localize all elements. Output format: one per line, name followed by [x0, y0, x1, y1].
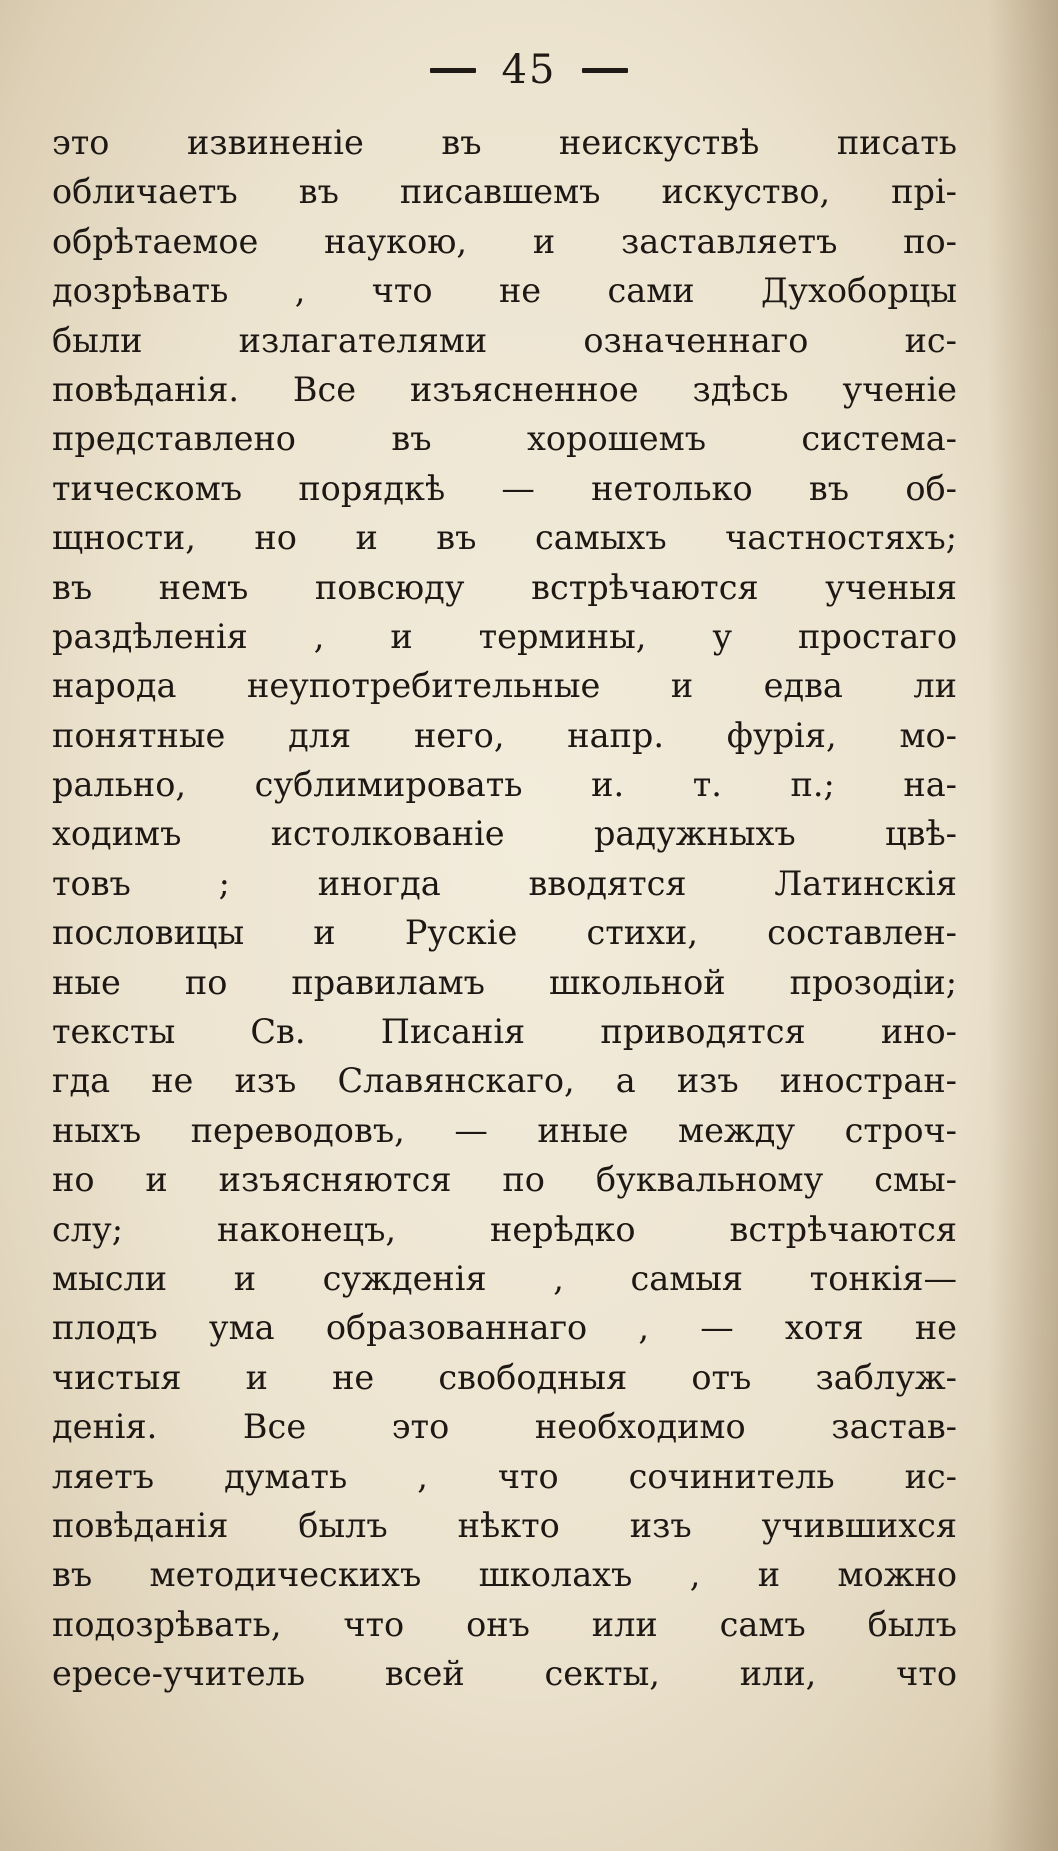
- text-line: ныхъ переводовъ, — иные между строч-: [52, 1110, 957, 1150]
- body-text: [52, 118, 957, 1699]
- right-dash: [582, 68, 628, 73]
- page-number: 45: [501, 47, 557, 93]
- text-line: пословицы и Рускіе стихи, составлен-: [52, 913, 957, 953]
- text-line: повѣданія. Все изъясненное здѣсь ученіе: [52, 369, 957, 409]
- text-line: тексты Св. Писанія приводятся ино-: [52, 1012, 957, 1052]
- text-line: рально, сублимировать и. т. п.; на-: [52, 765, 957, 805]
- text-line: обрѣтаемое наукою, и заставляетъ по-: [52, 221, 957, 261]
- text-line: обличаетъ въ писавшемъ искуство, прі-: [52, 172, 957, 212]
- text-line: но и изъясняются по буквальному смы-: [52, 1160, 957, 1200]
- text-line: представлено въ хорошемъ система-: [52, 419, 957, 459]
- text-line: мысли и сужденія , самыя тонкія—: [52, 1258, 957, 1298]
- text-line: въ немъ повсюду встрѣчаются ученыя: [52, 567, 957, 607]
- text-line: гда не изъ Славянскаго, а изъ иностран-: [52, 1061, 957, 1101]
- text-line: ересе-учитель всей секты, или, что: [52, 1654, 957, 1694]
- text-line: подозрѣвать, что онъ или самъ былъ: [52, 1604, 957, 1644]
- text-line: тическомъ порядкѣ — нетолько въ об-: [52, 468, 957, 508]
- text-line: въ методическихъ школахъ , и можно: [52, 1555, 957, 1595]
- text-line: ляетъ думать , что сочинитель ис-: [52, 1456, 957, 1496]
- text-line: ные по правиламъ школьной прозодіи;: [52, 962, 957, 1002]
- text-line: народа неупотребительные и едва ли: [52, 666, 957, 706]
- text-line: понятные для него, напр. фурія, мо-: [52, 715, 957, 755]
- text-line: слу; наконецъ, нерѣдко встрѣчаются: [52, 1209, 957, 1249]
- text-line: это извиненіе въ неискуствѣ писать: [52, 123, 957, 162]
- text-line: плодъ ума образованнаго , — хотя не: [52, 1308, 957, 1348]
- text-line: чистыя и не свободныя отъ заблуж-: [52, 1357, 957, 1397]
- text-line: денія. Все это необходимо застав-: [52, 1407, 957, 1447]
- text-line: ходимъ истолкованіе радужныхъ цвѣ-: [52, 814, 957, 854]
- text-line: раздѣленія , и термины, у простаго: [52, 616, 957, 656]
- text-line: щности, но и въ самыхъ частностяхъ;: [52, 518, 957, 558]
- left-dash: [430, 68, 476, 73]
- text-line: повѣданія былъ нѣкто изъ учившихся: [52, 1505, 957, 1545]
- text-line: были излагателями означеннаго ис-: [52, 320, 957, 360]
- text-line: товъ ; иногда вводятся Латинскія: [52, 863, 957, 903]
- text-line: дозрѣвать , что не сами Духоборцы: [52, 271, 957, 311]
- page-header: [0, 40, 1058, 100]
